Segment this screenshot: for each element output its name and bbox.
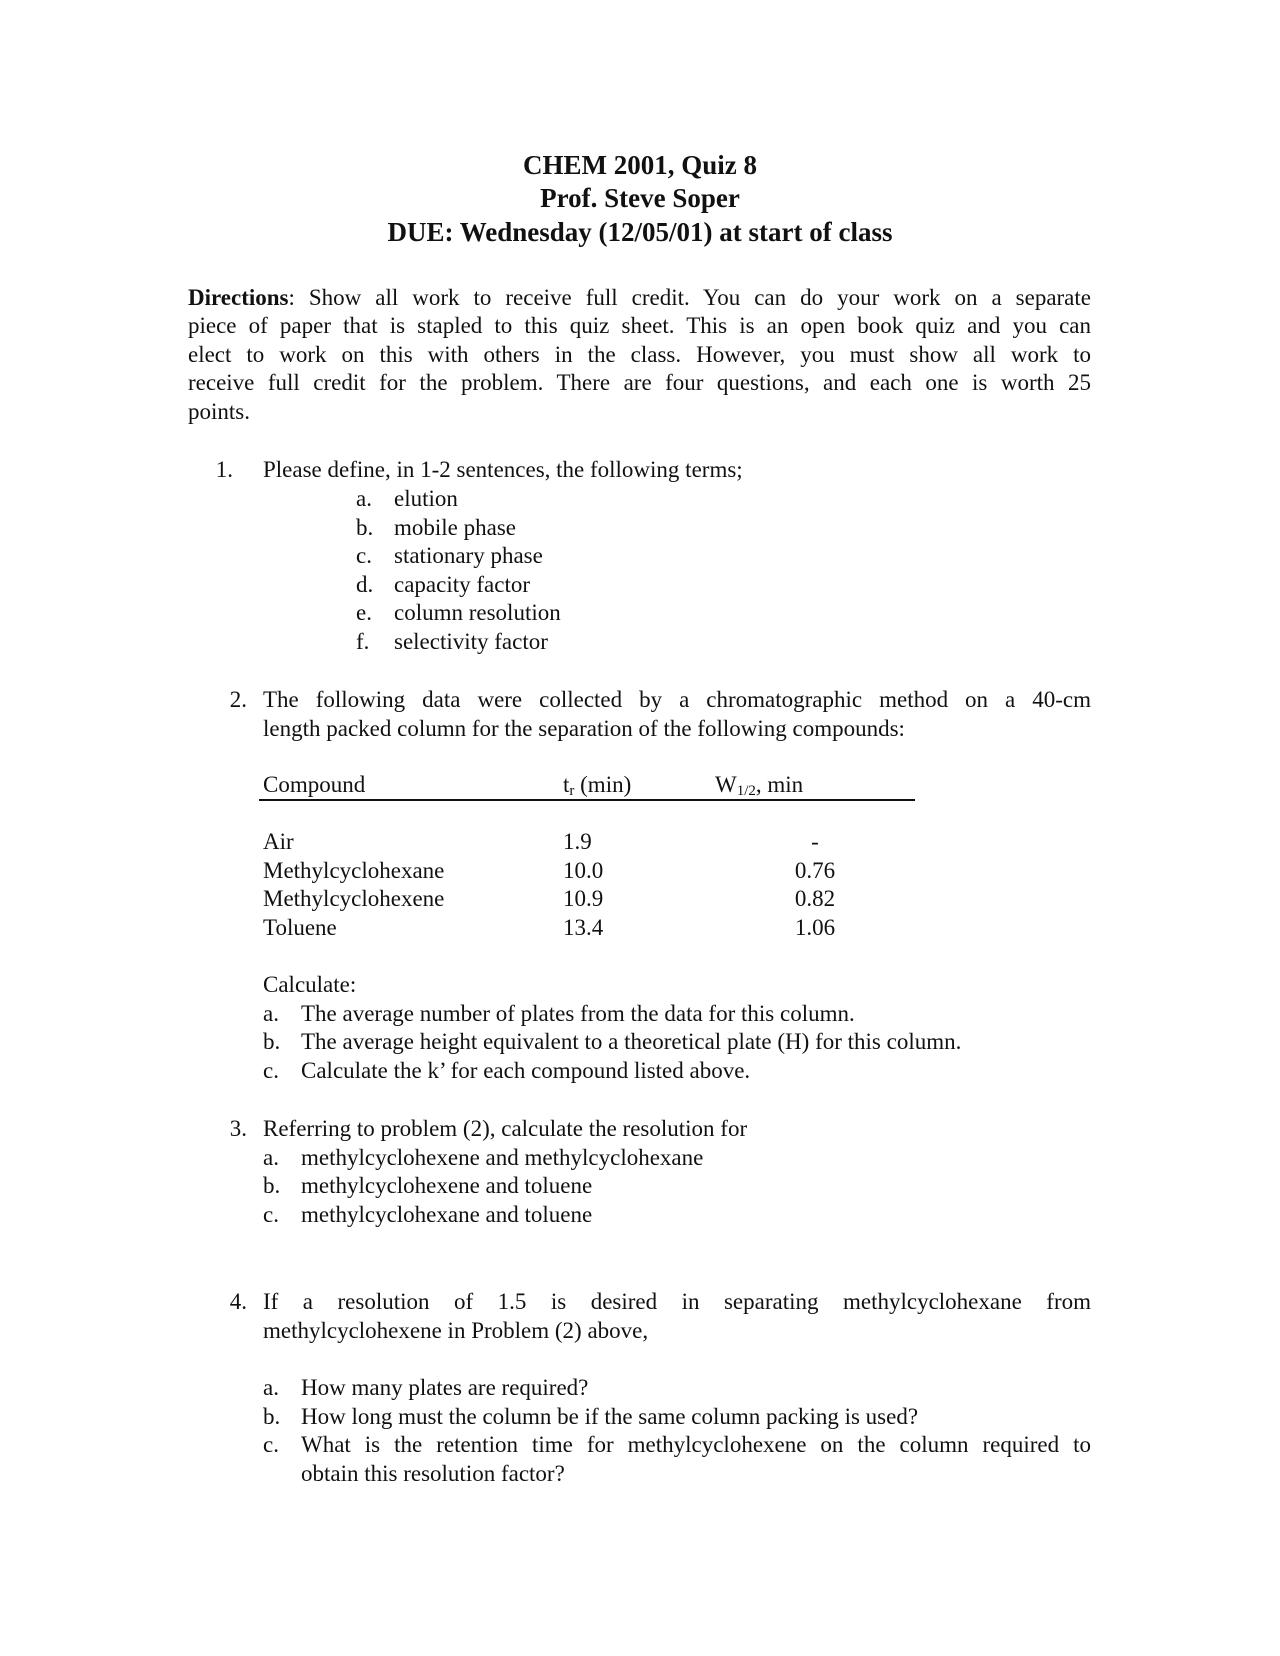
table-header-rule	[259, 799, 915, 801]
q1-item-text: mobile phase	[394, 515, 516, 540]
table-cell-compound: Methylcyclohexane	[263, 858, 445, 883]
question-2-line-1: The following data were collected by a chromatographic method on a 40-cm	[263, 687, 1091, 712]
q2-item-letter: c.	[263, 1058, 279, 1083]
q2-item-text: The average height equivalent to a theoretical plate (H) for this column.	[301, 1029, 962, 1054]
directions-line-4: receive full credit for the problem. There are four questions, and each one is worth 25	[188, 370, 1091, 395]
question-3-text: Referring to problem (2), calculate the resolution for	[263, 1116, 748, 1141]
q3-item-text: methylcyclohexane and toluene	[301, 1202, 593, 1227]
q1-item-letter: b.	[356, 515, 374, 540]
table-header-compound: Compound	[263, 772, 366, 797]
q2-item-letter: a.	[263, 1001, 279, 1026]
question-1-number: 1.	[215, 457, 233, 482]
q1-item-letter: f.	[356, 629, 370, 654]
question-4-line-1: If a resolution of 1.5 is desired in separating methylcyclohexane from	[263, 1289, 1091, 1314]
table-cell-compound: Air	[263, 829, 294, 854]
q1-item-letter: e.	[356, 600, 372, 625]
question-3-number: 3.	[229, 1116, 247, 1141]
directions-text: Show all work to receive full credit. You can do your work on a separate	[308, 285, 1091, 310]
q1-item-text: elution	[394, 486, 458, 511]
q1-item-text: selectivity factor	[394, 629, 548, 654]
q1-item-letter: c.	[356, 543, 372, 568]
q1-item-letter: d.	[356, 572, 374, 597]
question-4-number: 4.	[229, 1289, 247, 1314]
directions-line-5: points.	[188, 399, 250, 424]
table-header-peak-width: $W_{1/2}$, min	[715, 772, 804, 799]
question-1-text: Please define, in 1-2 sentences, the following terms;	[263, 457, 743, 482]
q3-item-letter: b.	[263, 1173, 281, 1198]
table-cell-retention-time: 13.4	[563, 915, 604, 940]
question-2-number: 2.	[229, 687, 247, 712]
q4-item-text-line-1: What is the retention time for methylcyclohexene on the column required to	[301, 1432, 1091, 1457]
calculate-label: Calculate:	[263, 972, 357, 997]
table-cell-retention-time: 10.0	[563, 858, 604, 883]
quiz-title: CHEM 2001, Quiz 8	[523, 150, 757, 180]
table-cell-peak-width: -	[811, 829, 819, 854]
professor-name: Prof. Steve Soper	[540, 183, 740, 213]
q3-item-letter: c.	[263, 1202, 279, 1227]
question-2-line-2: length packed column for the separation of the following compounds:	[263, 716, 905, 741]
table-cell-peak-width: 0.82	[794, 886, 836, 911]
q4-item-text: How many plates are required?	[301, 1375, 589, 1400]
q1-item-letter: a.	[356, 486, 372, 511]
q3-item-letter: a.	[263, 1145, 279, 1170]
directions-separator: :	[288, 285, 295, 310]
due-date: DUE: Wednesday (12/05/01) at start of class	[387, 217, 893, 247]
directions-line-1	[188, 284, 1091, 312]
q3-item-text: methylcyclohexene and methylcyclohexane	[301, 1145, 704, 1170]
q2-item-text: The average number of plates from the data for this column.	[301, 1001, 855, 1026]
table-cell-peak-width: 1.06	[794, 915, 836, 940]
q1-item-text: column resolution	[394, 600, 561, 625]
q2-item-text: Calculate the k’ for each compound listed above.	[301, 1058, 751, 1083]
q2-item-letter: b.	[263, 1029, 281, 1054]
question-4-line-2: methylcyclohexene in Problem (2) above,	[263, 1318, 649, 1343]
q4-item-letter: b.	[263, 1404, 281, 1429]
table-cell-peak-width: 0.76	[794, 858, 836, 883]
directions-label: Directions	[188, 285, 289, 310]
q4-item-text-line-2: obtain this resolution factor?	[301, 1461, 565, 1486]
table-cell-retention-time: 1.9	[563, 829, 592, 854]
table-cell-retention-time: 10.9	[563, 886, 604, 911]
q4-item-text: How long must the column be if the same column packing is used?	[301, 1404, 919, 1429]
q1-item-text: stationary phase	[394, 543, 543, 568]
q4-item-letter: a.	[263, 1375, 279, 1400]
table-cell-compound: Methylcyclohexene	[263, 886, 445, 911]
q3-item-text: methylcyclohexene and toluene	[301, 1173, 593, 1198]
q4-item-letter: c.	[263, 1432, 279, 1457]
table-header-retention-time: $t_r$ (min)	[563, 772, 632, 799]
table-cell-compound: Toluene	[263, 915, 337, 940]
directions-line-3: elect to work on this with others in the class. However, you must show all work to	[188, 342, 1091, 367]
directions-line-2: piece of paper that is stapled to this quiz sheet. This is an open book quiz and you can	[188, 313, 1091, 338]
q1-item-text: capacity factor	[394, 572, 530, 597]
